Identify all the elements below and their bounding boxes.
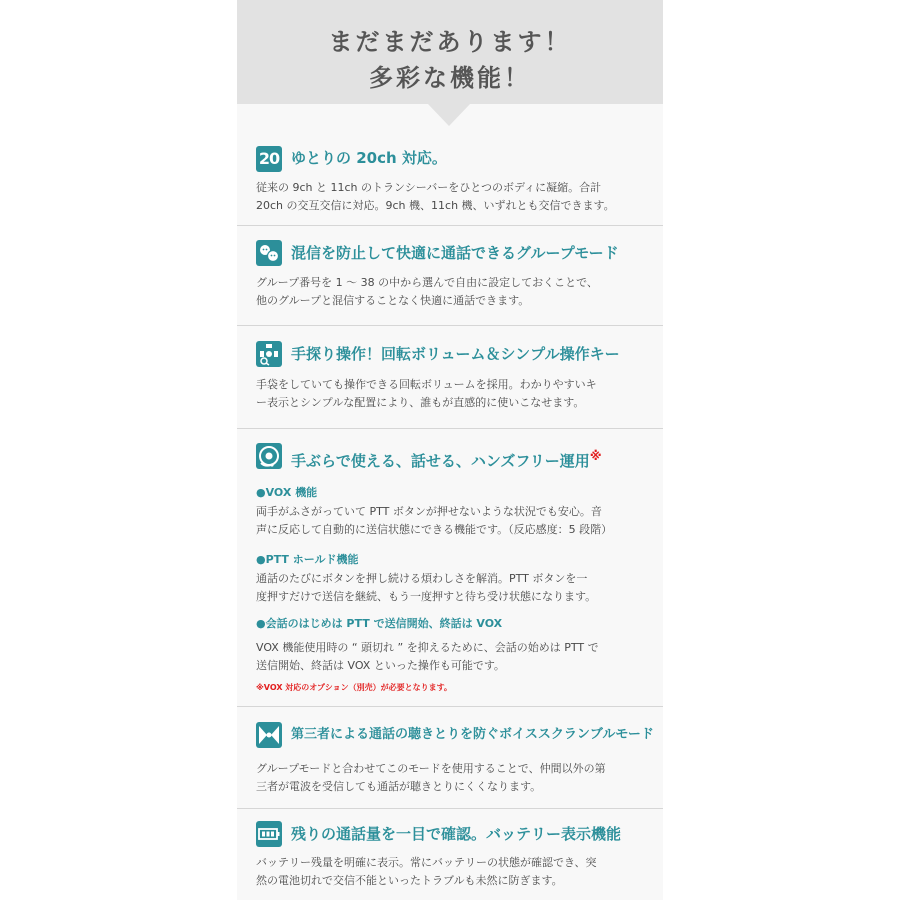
feature-text-line: VOX 機能使用時の “ 頭切れ ” を抑えるために、会話の始めは PTT で — [256, 641, 599, 654]
number-20-icon — [256, 146, 282, 172]
feature-text-line: 然の電池切れで交信不能といったトラブルも未然に防ぎます。 — [256, 874, 563, 887]
feature-text-line: 従来の 9ch と 11ch のトランシーバーをひとつのボディに凝縮。合計 — [256, 181, 602, 194]
feature-title: ゆとりの 20ch 対応。 — [291, 149, 447, 167]
banner-title-line-1: まだまだあります！ — [328, 28, 572, 56]
control-keys-icon — [256, 341, 282, 367]
feature-text-line: ー表示とシンプルな配置により、誰もが直感的に使いこなせます。 — [256, 396, 585, 409]
battery-icon — [256, 821, 282, 847]
feature-title: 手探り操作！回転ボリューム＆シンプル操作キー — [291, 345, 620, 363]
footnote: ※VOX 対応のオプション（別売）が必要となります。 — [256, 683, 452, 692]
divider — [237, 325, 663, 326]
feature-title: 第三者による通話の聴きとりを防ぐボイススクランブルモード — [291, 727, 654, 742]
divider — [237, 808, 663, 809]
banner-pointer — [428, 104, 470, 126]
feature-text-line: 度押すだけで送信を継続、もう一度押すと待ち受け状態になります。 — [256, 590, 597, 603]
divider — [237, 428, 663, 429]
feature-text-line: 声に反応して自動的に送信状態にできる機能です。（反応感度：5 段階） — [256, 523, 613, 536]
divider — [237, 225, 663, 226]
feature-title-text: 手ぶらで使える、話せる、ハンズフリー運用 — [291, 452, 590, 470]
sub-heading: ●PTT ホールド機能 — [256, 553, 359, 566]
feature-text-line: 通話のたびにボタンを押し続ける煩わしさを解消。PTT ボタンを一 — [256, 572, 588, 585]
feature-column — [237, 0, 663, 900]
header-banner — [237, 0, 663, 104]
feature-text-line: 手袋をしていても操作できる回転ボリュームを採用。わかりやすいキ — [256, 378, 597, 391]
banner-title-line-2: 多彩な機能！ — [369, 64, 531, 92]
feature-title: 混信を防止して快適に通話できるグループモード — [291, 244, 619, 262]
feature-text-line: 三者が電波を受信しても通話が聴きとりにくくなります。 — [256, 780, 542, 793]
feature-text-line: 両手がふさがっていて PTT ボタンが押せないような状況でも安心。音 — [256, 505, 602, 518]
feature-text-line: 他のグループと混信することなく快適に通話できます。 — [256, 294, 530, 307]
voice-scramble-icon — [256, 722, 282, 748]
feature-text-line: グループ番号を 1 ～ 38 の中から選んで自由に設定しておくことで、 — [256, 276, 598, 289]
feature-title — [291, 445, 601, 472]
icon-number: 20 — [258, 149, 280, 168]
feature-text-line: バッテリー残量を明確に表示。常にバッテリーの状態が確認でき、突 — [256, 856, 597, 869]
feature-text-line: 20ch の交互交信に対応。9ch 機、11ch 機、いずれとも交信できます。 — [256, 199, 615, 212]
footnote-mark: ※ — [589, 449, 602, 463]
handsfree-headset-icon — [256, 443, 282, 469]
sub-heading: ●VOX 機能 — [256, 486, 318, 499]
feature-text-line: 送信開始、終話は VOX といった操作も可能です。 — [256, 659, 505, 672]
sub-heading: ●会話のはじめは PTT で送信開始、終話は VOX — [256, 617, 503, 630]
feature-title: 残りの通話量を一目で確認。バッテリー表示機能 — [291, 825, 622, 843]
feature-text-line: グループモードと合わせてこのモードを使用することで、仲間以外の第 — [256, 762, 606, 775]
divider — [237, 706, 663, 707]
group-people-icon — [256, 240, 282, 266]
